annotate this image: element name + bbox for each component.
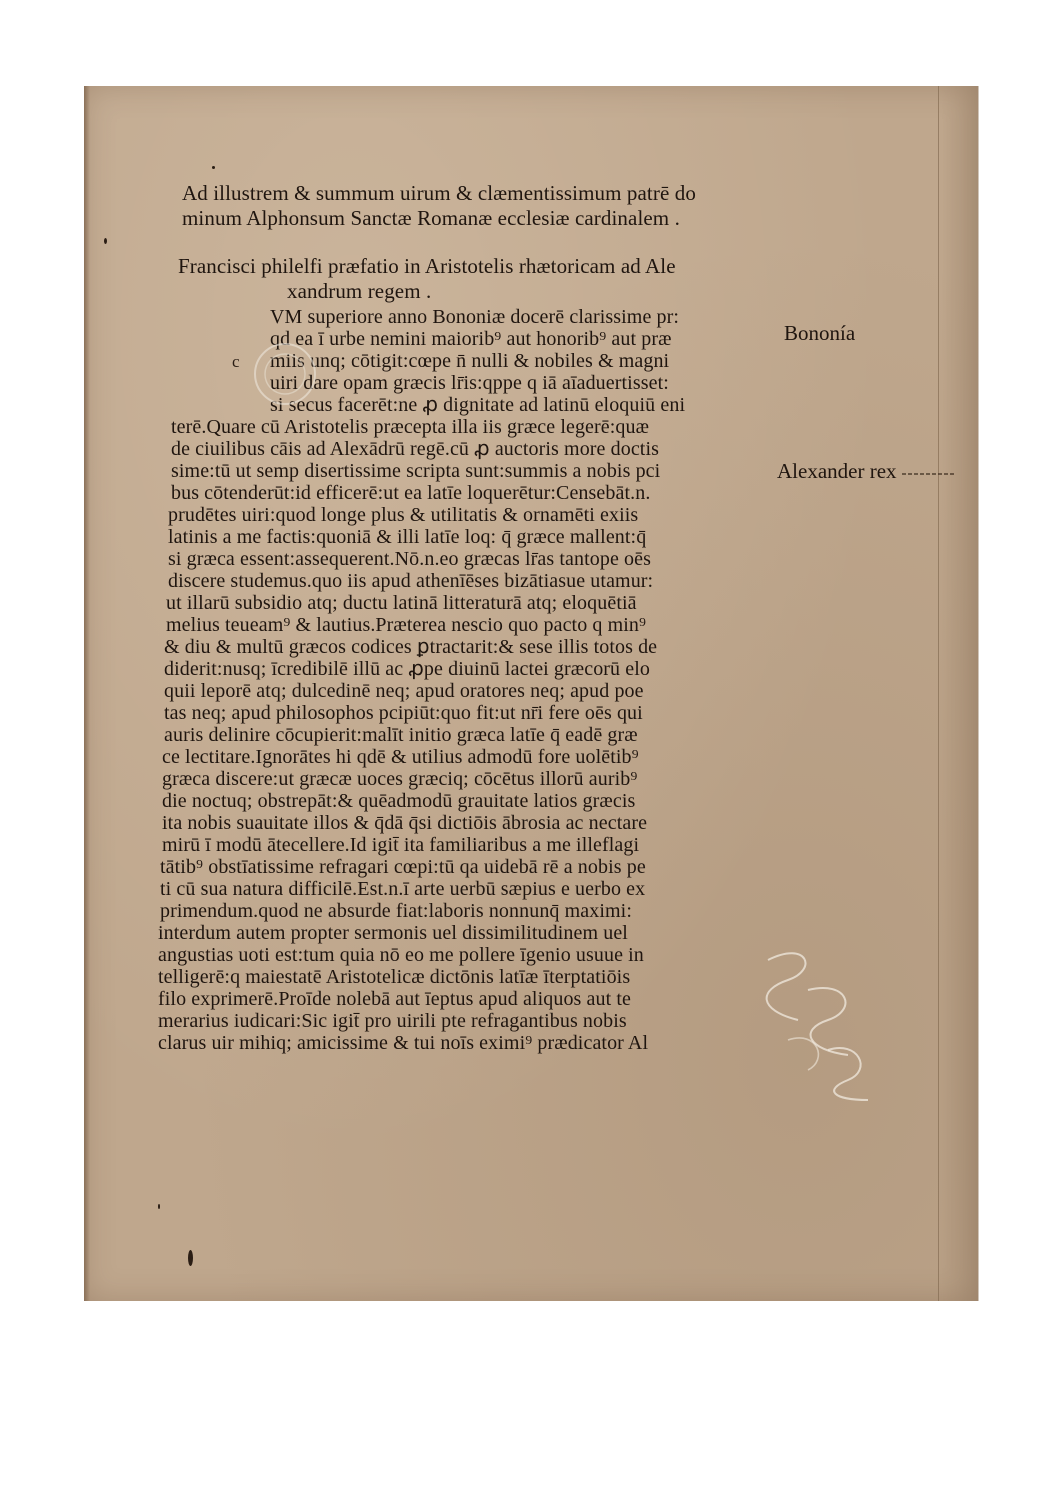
page-right-edge-shadow — [938, 86, 979, 1301]
body-line: ita nobis suauitate illos & q̄dā q̄si dictiōis ābrosia ac nectare — [162, 812, 648, 834]
body-line: mirū ī modū ātecellere.Id igit̄ ita familiaribus a me illeflagi — [162, 834, 640, 856]
ink-speck — [104, 238, 107, 244]
body-line: tas neq; apud philosophos pcipiūt:quo fit:ut nr̄i fere oēs qui — [164, 702, 643, 724]
body-line: si græca essent:assequerent.Nō.n.eo græcas lr̄as tantope oēs — [168, 548, 651, 570]
body-line: de ciuilibus cāis ad Alexādrū regē.cū ꝓ auctoris more doctis — [171, 438, 660, 460]
title-line-2: xandrum regem . — [287, 279, 432, 303]
body-line: qd ea ī urbe nemini maiorib⁹ aut honorib⁹ aut præ — [270, 328, 672, 350]
body-line: melius teueam⁹ & lautius.Præterea nescio quo pacto q min⁹ — [166, 614, 647, 636]
page-left-edge-shadow — [84, 86, 90, 1301]
body-line: sime:tū ut semp disertissime scripta sunt:summis a nobis pci — [171, 460, 661, 482]
body-line: prudētes uiri:quod longe plus & utilitatis & ornamēti exiis — [168, 504, 639, 526]
body-line: filo exprimerē.Proīde nolebā aut īeptus apud aliquos aut te — [158, 988, 631, 1010]
marginal-note-bononia: Bononía — [784, 321, 856, 345]
body-line: quii leporē atq; dulcedinē neq; apud oratores neq; apud poe — [164, 680, 644, 702]
body-line: auris delinire cōcupierit:malīt initio græca latīe q̄ eadē græ — [164, 724, 638, 746]
body-line: primendum.quod ne absurde fiat:laboris nonnunq̄ maximi: — [160, 900, 632, 922]
body-line: ti cū sua natura difficilē.Est.n.ī arte uerbū sæpius e uerbo ex — [160, 878, 646, 900]
body-line: tātib⁹ obstīatissime refragari cœpi:tū qa uidebā rē a nobis pe — [160, 856, 646, 878]
body-line: ce lectitare.Ignorātes hi qdē & utilius admodū fore uolētib⁹ — [162, 746, 639, 768]
ink-speck — [212, 166, 215, 169]
body-line: diderit:nusq; īcredibilē illū ac ꝓpe diuinū lactei græcorū elo — [164, 658, 650, 680]
dedication-line-2: minum Alphonsum Sanctæ Romanæ ecclesiæ cardinalem . — [182, 206, 680, 230]
body-line: discere studemus.quo iis apud athenīēses bizātiasue utamur: — [168, 570, 654, 592]
body-line: clarus uir mihiq; amicissime & tui noīs eximi⁹ prædicator Al — [158, 1032, 649, 1054]
ink-speck — [188, 1250, 193, 1266]
dedication-line-1: Ad illustrem & summum uirum & clæmentissimum patrē do — [182, 181, 696, 205]
body-line: merarius iudicari:Sic igit̄ pro uirili pte refragantibus nobis — [158, 1010, 627, 1032]
body-line: telligerē:q maiestatē Aristotelicæ dictōnis latīæ īterptatiōis — [158, 966, 631, 988]
marginal-note-alexander-rex: Alexander rex — [777, 459, 897, 483]
body-line: angustias uoti est:tum quia nō eo me pollere īgenio usuue in — [158, 944, 644, 966]
body-line: & diu & multū græcos codices ꝑtractarit:& sese illis totos de — [164, 636, 658, 658]
title-line-1: Francisci philelfi præfatio in Aristotelis rhætoricam ad Ale — [178, 254, 676, 278]
body-line: terē.Quare cū Aristotelis præcepta illa iis græce legerē:quæ — [171, 416, 650, 438]
body-line: VM superiore anno Bononiæ docerē clarissime pr: — [270, 306, 680, 328]
body-line: si secus facerēt:ne ꝓ dignitate ad latinū eloquiū eni — [270, 394, 686, 416]
body-line: græca discere:ut græcæ uoces græciq; cōcētus illorū aurib⁹ — [162, 768, 638, 790]
body-line: latinis a me factis:quoniā & illi latīe loq: q̄ græce mallent:q̄ — [168, 526, 647, 548]
guide-initial-letter: c — [232, 352, 240, 371]
body-line: uiri dare opam græcis lr̄is:qppe q iā aīaduertisset: — [270, 372, 669, 394]
body-line: interdum autem propter sermonis uel dissimilitudinem uel — [158, 922, 628, 944]
body-line: ut illarū subsidio atq; ductu latinā litteraturā atq; eloquētiā — [166, 592, 637, 614]
body-line: die noctuq; obstrepāt:& quēadmodū grauitate latios græcis — [162, 790, 636, 812]
body-line: bus cōtenderūt:id efficerē:ut ea latīe loquerētur:Censebāt.n. — [171, 482, 651, 504]
body-line: miis unq; cōtigit:cœpe n̄ nulli & nobiles & magni — [270, 350, 670, 372]
ink-speck — [158, 1204, 160, 1209]
